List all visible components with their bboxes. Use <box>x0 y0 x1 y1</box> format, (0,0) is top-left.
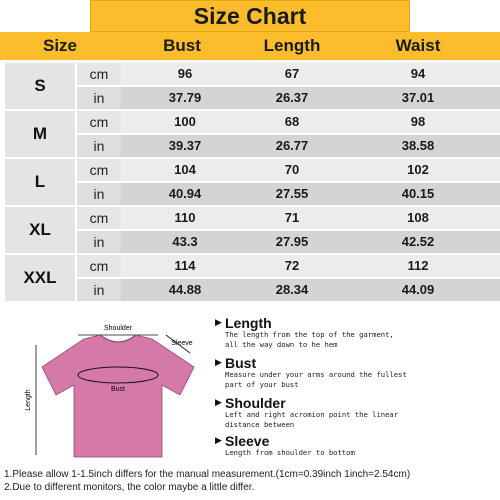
guide-bust-desc2: part of your bust <box>225 380 299 389</box>
length-value: 26.37 <box>275 90 309 105</box>
unit-label: in <box>77 135 121 157</box>
note-2: 2.Due to different monitors, the color maybe a little differ. <box>4 482 255 493</box>
waist-value: 112 <box>407 258 429 273</box>
guide-shoulder-desc1: Left and right acromion point the linear <box>225 410 399 419</box>
tshirt-shape <box>42 335 194 457</box>
size-row-s <box>0 62 500 110</box>
waist-value: 98 <box>410 114 426 129</box>
unit-label: cm <box>77 111 121 133</box>
measure-row-cm <box>77 159 500 181</box>
bust-value: 43.3 <box>172 234 198 249</box>
unit-label: in <box>77 231 121 253</box>
guide-sleeve-title: Sleeve <box>225 432 270 449</box>
guide-sleeve-desc1: Length from shoulder to bottom <box>225 448 355 457</box>
size-label: XXL <box>5 255 75 301</box>
size-label: M <box>5 111 75 157</box>
measure-row-in <box>77 183 500 205</box>
guide-sleeve <box>215 433 500 458</box>
guide-bust <box>215 355 500 390</box>
waist-value: 108 <box>407 210 429 225</box>
bust-value: 114 <box>174 258 196 273</box>
measure-row-in <box>77 135 500 157</box>
length-label: Length <box>25 389 32 411</box>
length-value: 27.95 <box>275 234 309 249</box>
waist-value: 94 <box>410 66 426 81</box>
arrow-icon: ▶ <box>215 357 222 367</box>
waist-value: 38.58 <box>401 138 435 153</box>
guide-shoulder-title: Shoulder <box>225 394 286 411</box>
arrow-icon: ▶ <box>215 397 222 407</box>
size-chart-title: Size Chart <box>90 0 410 32</box>
bust-value: 39.37 <box>168 138 202 153</box>
length-value: 67 <box>284 66 300 81</box>
measure-row-cm <box>77 255 500 277</box>
unit-label: in <box>77 183 121 205</box>
header-size: Size <box>42 36 78 55</box>
notes <box>4 468 500 494</box>
note-1: 1.Please allow 1-1.5inch differs for the manual measurement.(1cm=0.39inch 1inch=2.54cm) <box>4 469 411 480</box>
table-header <box>0 32 500 60</box>
bust-value: 110 <box>174 210 196 225</box>
unit-label: cm <box>77 159 121 181</box>
unit-label: cm <box>77 255 121 277</box>
header-bust: Bust <box>163 36 201 55</box>
length-value: 70 <box>284 162 300 177</box>
tshirt-illustration <box>18 315 208 465</box>
measure-row-in <box>77 87 500 109</box>
bust-value: 37.79 <box>168 90 202 105</box>
length-value: 28.34 <box>275 282 309 297</box>
measure-row-in <box>77 231 500 253</box>
bust-value: 40.94 <box>168 186 202 201</box>
bust-value: 96 <box>177 66 193 81</box>
bust-label: Bust <box>110 386 126 393</box>
tshirt-svg <box>18 315 208 465</box>
size-label: L <box>5 159 75 205</box>
measure-row-cm <box>77 207 500 229</box>
length-value: 71 <box>284 210 300 225</box>
bust-value: 44.88 <box>168 282 202 297</box>
unit-label: in <box>77 87 121 109</box>
guide-shoulder-desc2: distance between <box>225 420 295 429</box>
guide-length-title: Length <box>225 314 272 331</box>
guide-length-desc1: The length from the top of the garment, <box>225 330 394 339</box>
size-row-l <box>0 158 500 206</box>
measure-row-in <box>77 279 500 301</box>
length-value: 72 <box>284 258 300 273</box>
waist-value: 44.09 <box>401 282 435 297</box>
unit-label: cm <box>77 207 121 229</box>
arrow-icon: ▶ <box>215 435 222 445</box>
length-value: 68 <box>284 114 300 129</box>
size-label: S <box>5 63 75 109</box>
guide-bust-desc1: Measure under your arms around the fullest <box>225 370 407 379</box>
guide-shoulder <box>215 395 500 430</box>
size-row-m <box>0 110 500 158</box>
measurement-diagram <box>0 315 500 465</box>
waist-value: 42.52 <box>401 234 435 249</box>
waist-value: 102 <box>407 162 429 177</box>
length-value: 26.77 <box>275 138 309 153</box>
size-label: XL <box>5 207 75 253</box>
sleeve-label: Sleeve <box>171 340 193 347</box>
length-value: 27.55 <box>275 186 309 201</box>
guide-length-desc2: all the way down to he hem <box>225 340 338 349</box>
waist-value: 37.01 <box>401 90 435 105</box>
header-waist: Waist <box>395 36 441 55</box>
unit-label: cm <box>77 63 121 85</box>
shoulder-label: Shoulder <box>103 325 133 332</box>
measure-row-cm <box>77 63 500 85</box>
guide-bust-title: Bust <box>225 354 257 371</box>
waist-value: 40.15 <box>401 186 435 201</box>
measure-row-cm <box>77 111 500 133</box>
size-row-xl <box>0 206 500 254</box>
arrow-icon: ▶ <box>215 317 222 327</box>
guide-length <box>215 315 500 350</box>
bust-value: 100 <box>174 114 196 129</box>
bust-value: 104 <box>174 162 196 177</box>
size-row-xxl <box>0 254 500 302</box>
unit-label: in <box>77 279 121 301</box>
header-length: Length <box>263 36 321 55</box>
